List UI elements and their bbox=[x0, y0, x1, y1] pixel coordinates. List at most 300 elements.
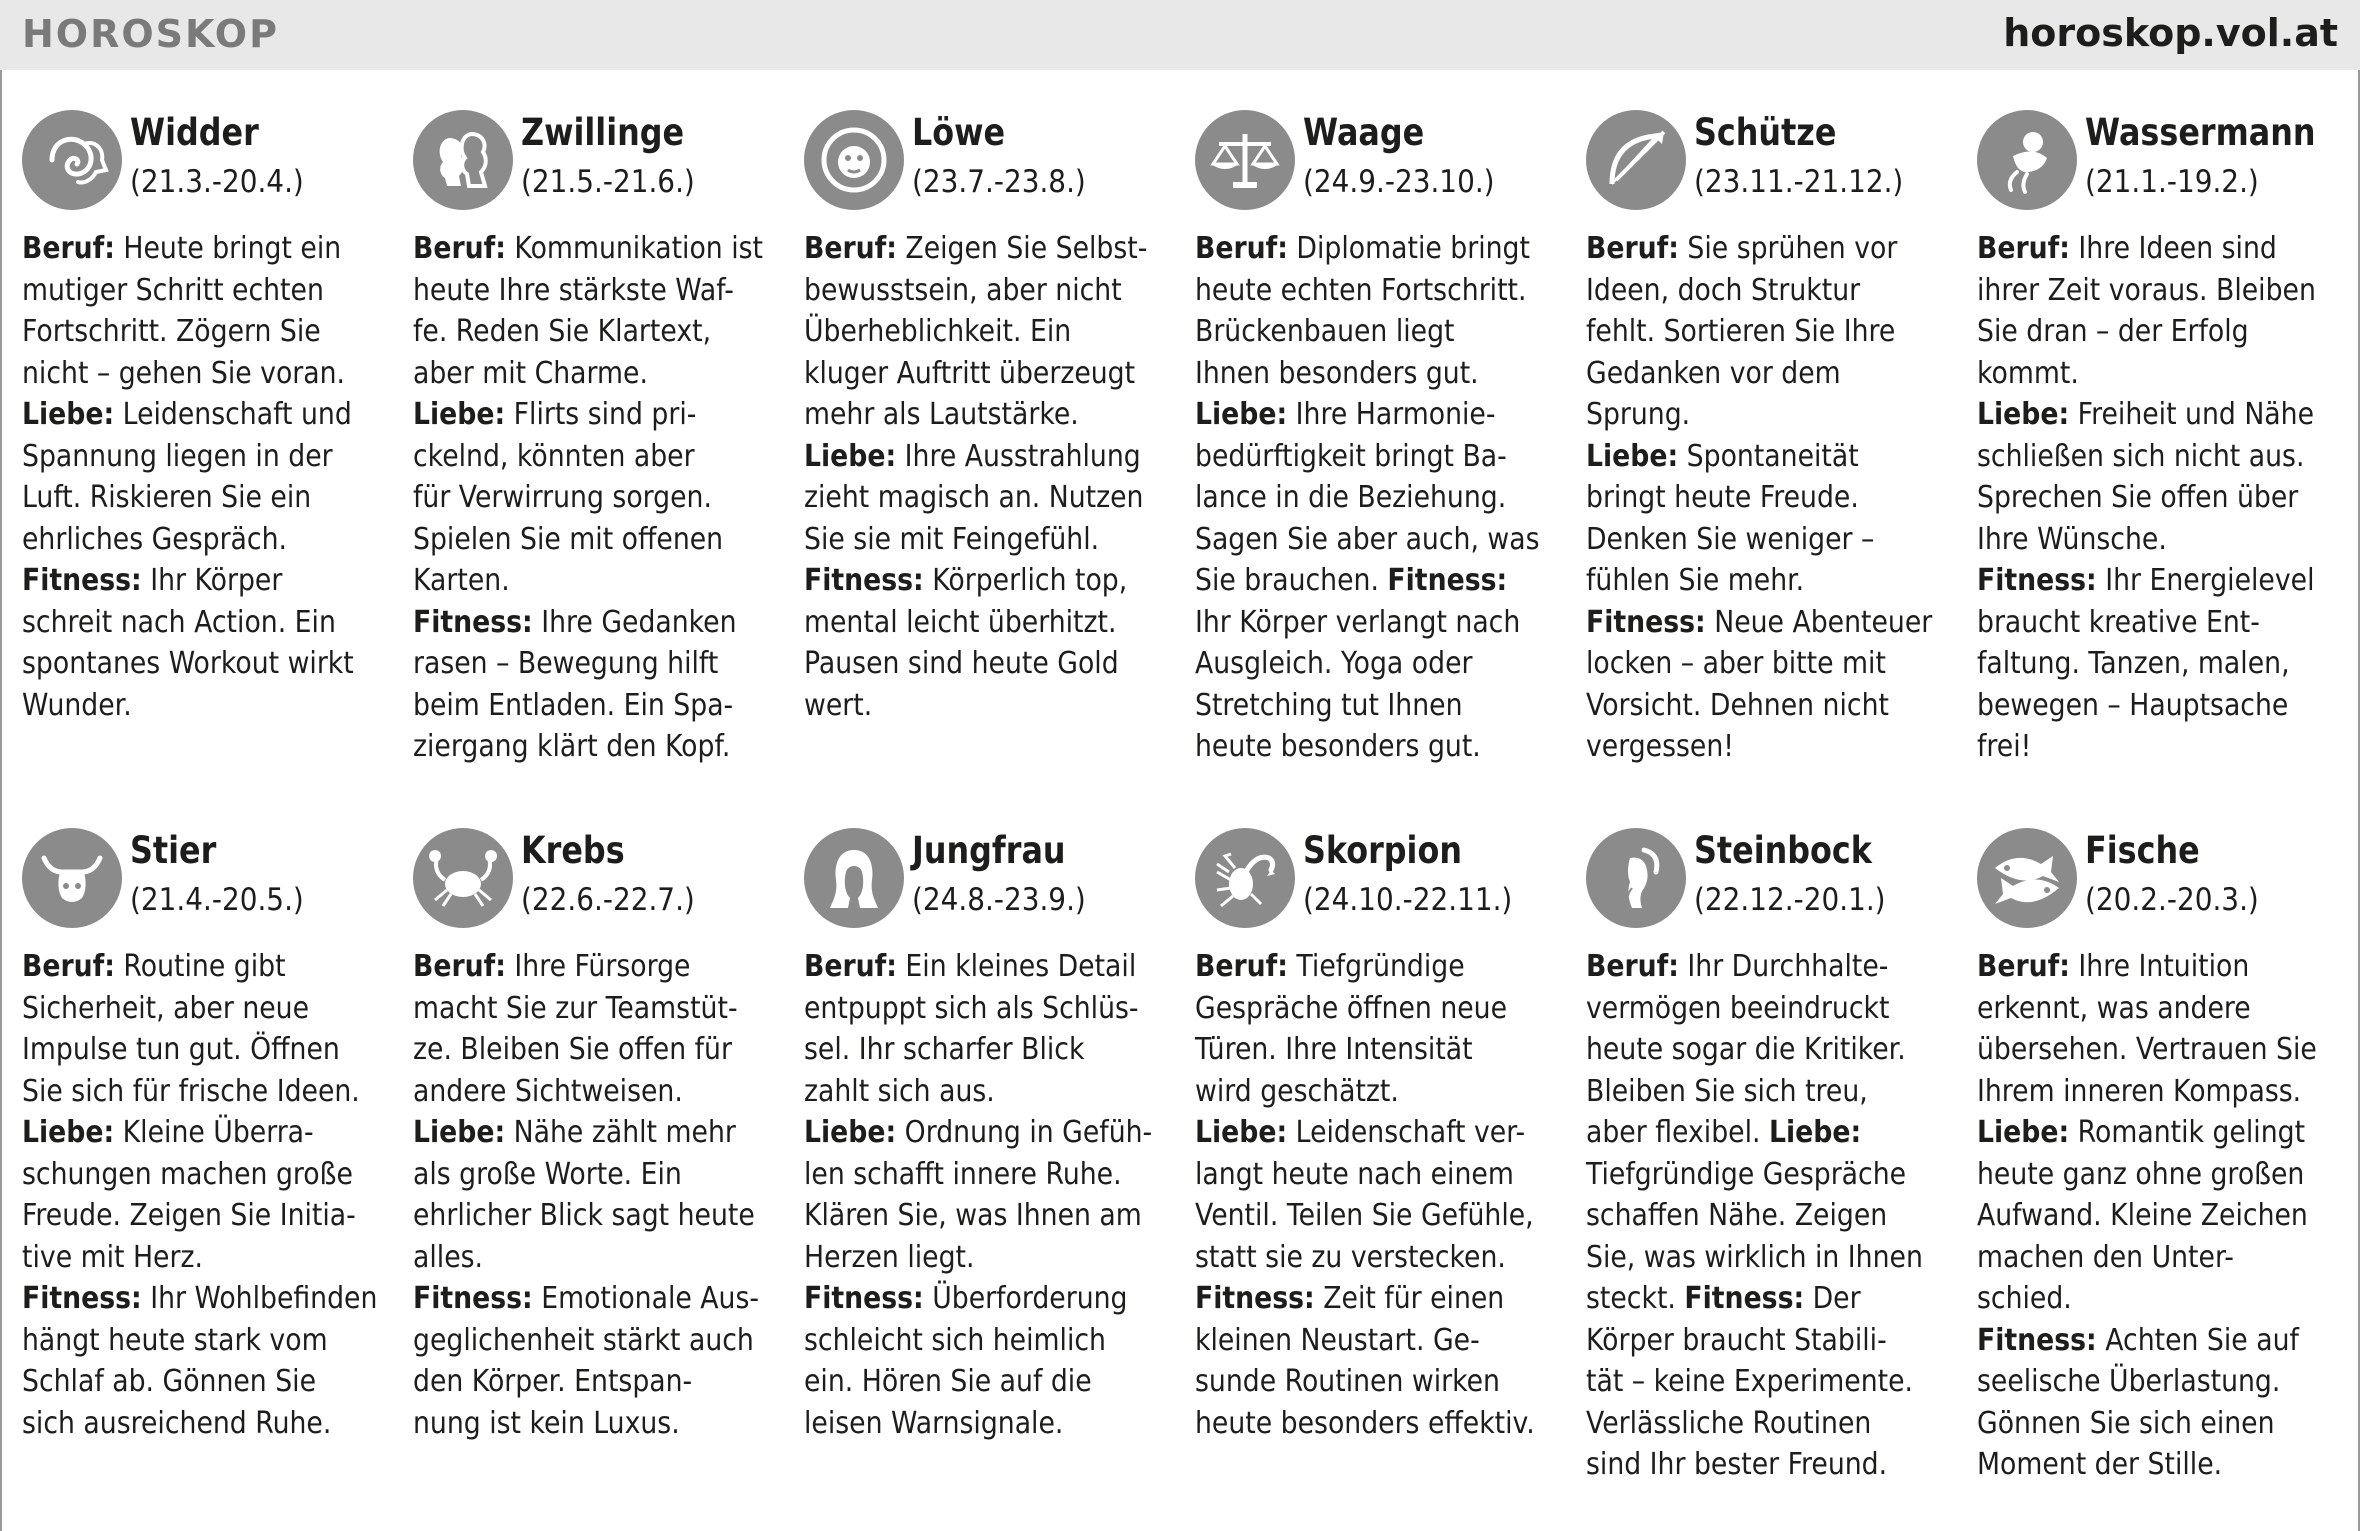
text-line bbox=[1586, 353, 1949, 395]
text-content: für Verwirrung sorgen. bbox=[413, 480, 712, 515]
text-content: ein. Hören Sie auf die bbox=[804, 1364, 1092, 1399]
text-content: Ein kleines Detail bbox=[896, 949, 1137, 984]
section-label: Beruf: bbox=[1195, 949, 1288, 984]
text-line bbox=[1195, 726, 1558, 768]
text-line bbox=[22, 602, 385, 644]
text-content: Der bbox=[1804, 1281, 1861, 1316]
sign-name: Fische bbox=[2085, 829, 2200, 872]
sign-name: Jungfrau bbox=[912, 829, 1066, 872]
text-line bbox=[413, 685, 776, 727]
text-line bbox=[413, 1403, 776, 1445]
sign-name: Löwe bbox=[912, 111, 1006, 154]
horoscope-text bbox=[1586, 228, 1949, 768]
sign-header bbox=[413, 110, 783, 214]
text-content: aber mit Charme. bbox=[413, 355, 648, 391]
text-line bbox=[804, 643, 1167, 685]
text-content: Brückenbauen liegt bbox=[1195, 314, 1455, 349]
text-line bbox=[804, 1195, 1167, 1237]
text-line bbox=[22, 560, 385, 602]
text-line bbox=[1195, 560, 1558, 602]
text-content: Ihr Wohlbefinden bbox=[141, 1281, 378, 1316]
text-content: geglichenheit stärkt auch bbox=[413, 1322, 754, 1358]
text-line bbox=[413, 311, 776, 353]
text-line bbox=[1195, 946, 1558, 988]
text-content: Sie, was wirklich in Ihnen bbox=[1586, 1239, 1923, 1275]
text-content: mental leicht überhitzt. bbox=[804, 604, 1117, 640]
section-label: Liebe: bbox=[1195, 397, 1288, 432]
sign-header bbox=[1977, 828, 2347, 932]
text-content: nicht – gehen Sie voran. bbox=[22, 355, 346, 391]
text-line bbox=[1195, 1403, 1558, 1445]
text-line bbox=[1195, 602, 1558, 644]
section-label: Liebe: bbox=[804, 1115, 897, 1150]
sign-header bbox=[22, 828, 392, 932]
text-content: Sie sich für frische Ideen. bbox=[22, 1073, 360, 1109]
text-content: Herzen liegt. bbox=[804, 1239, 975, 1275]
sign-card-skorpion bbox=[1195, 828, 1565, 1444]
text-line bbox=[22, 353, 385, 395]
text-content: zahlt sich aus. bbox=[804, 1073, 995, 1109]
text-line bbox=[1977, 477, 2340, 519]
text-content: Spannung liegen in der bbox=[22, 438, 333, 474]
section-label: Fitness: bbox=[1977, 563, 2097, 598]
section-label: Fitness: bbox=[1195, 1281, 1315, 1316]
text-content: machen den Unter- bbox=[1977, 1239, 2234, 1275]
text-content: Ihre Ausstrahlung bbox=[896, 438, 1141, 474]
text-content: Ihr Körper bbox=[141, 563, 283, 598]
sign-card-steinbock bbox=[1586, 828, 1956, 1486]
text-line bbox=[1586, 988, 1949, 1030]
text-line bbox=[22, 1237, 385, 1279]
text-line bbox=[1977, 1237, 2340, 1279]
text-line bbox=[1586, 685, 1949, 727]
text-line bbox=[413, 1320, 776, 1362]
scales-icon bbox=[1195, 110, 1295, 210]
lion-icon bbox=[804, 110, 904, 210]
text-line bbox=[1195, 311, 1558, 353]
water-bearer-icon bbox=[1977, 110, 2077, 210]
text-line bbox=[1586, 228, 1949, 270]
text-content: Neue Abenteuer bbox=[1705, 604, 1933, 640]
text-line bbox=[804, 988, 1167, 1030]
text-content: braucht kreative Ent- bbox=[1977, 604, 2260, 640]
sign-name: Skorpion bbox=[1303, 829, 1462, 872]
section-label: Liebe: bbox=[1977, 1115, 2070, 1150]
text-content: sunde Routinen wirken bbox=[1195, 1364, 1500, 1399]
sign-card-zwillinge bbox=[413, 110, 783, 768]
text-line bbox=[1195, 1029, 1558, 1071]
text-content: wert. bbox=[804, 687, 873, 723]
text-content: Flirts sind pri- bbox=[505, 397, 697, 432]
text-line bbox=[804, 1237, 1167, 1279]
text-line bbox=[1586, 560, 1949, 602]
text-line bbox=[22, 394, 385, 436]
text-content: ckelnd, könnten aber bbox=[413, 438, 695, 474]
text-content: frei! bbox=[1977, 729, 2032, 764]
text-content: sich ausreichend Ruhe. bbox=[22, 1405, 332, 1441]
text-line bbox=[1977, 519, 2340, 561]
section-label: Beruf: bbox=[1977, 231, 2070, 266]
sign-card-wassermann bbox=[1977, 110, 2347, 768]
text-content: Ihre Ideen sind bbox=[2069, 231, 2277, 266]
text-content: ihrer Zeit voraus. Bleiben bbox=[1977, 272, 2316, 308]
text-line bbox=[413, 1195, 776, 1237]
text-line bbox=[1195, 1361, 1558, 1403]
text-content: heute ganz ohne großen bbox=[1977, 1156, 2305, 1192]
horoscope-text bbox=[1195, 946, 1558, 1444]
section-label: Liebe: bbox=[22, 1115, 115, 1150]
text-content: Sie sie mit Feingefühl. bbox=[804, 521, 1100, 557]
text-content: Ausgleich. Yoga oder bbox=[1195, 646, 1473, 681]
crab-icon bbox=[413, 828, 513, 928]
text-content: Leidenschaft ver- bbox=[1287, 1115, 1526, 1150]
scorpion-icon bbox=[1195, 828, 1295, 928]
horoscope-text bbox=[22, 946, 385, 1444]
text-content: alles. bbox=[413, 1239, 484, 1275]
text-content: beim Entladen. Ein Spa- bbox=[413, 687, 734, 723]
text-line bbox=[1586, 436, 1949, 478]
text-content: Sie sprühen vor bbox=[1678, 231, 1898, 266]
text-content: Ideen, doch Struktur bbox=[1586, 272, 1861, 308]
sign-dates: (23.11.-21.12.) bbox=[1694, 164, 1904, 200]
text-line bbox=[1586, 270, 1949, 312]
text-line bbox=[1977, 228, 2340, 270]
horoscope-text bbox=[22, 228, 385, 726]
text-content: Sagen Sie aber auch, was bbox=[1195, 521, 1540, 557]
text-line bbox=[22, 946, 385, 988]
text-line bbox=[1977, 1195, 2340, 1237]
text-line bbox=[413, 1278, 776, 1320]
text-line bbox=[413, 519, 776, 561]
text-line bbox=[413, 946, 776, 988]
text-line bbox=[804, 560, 1167, 602]
text-content: Sie brauchen. bbox=[1195, 563, 1388, 598]
sign-header bbox=[1195, 828, 1565, 932]
text-line bbox=[1195, 270, 1558, 312]
section-title: HOROSKOP bbox=[22, 12, 279, 56]
sign-name: Zwillinge bbox=[521, 111, 685, 154]
text-line bbox=[804, 1320, 1167, 1362]
text-line bbox=[413, 228, 776, 270]
text-content: tive mit Herz. bbox=[22, 1239, 203, 1275]
goat-icon bbox=[1586, 828, 1686, 928]
sign-dates: (24.9.-23.10.) bbox=[1303, 164, 1495, 200]
text-content: Routine gibt bbox=[114, 949, 286, 984]
text-line bbox=[1195, 1071, 1558, 1113]
text-line bbox=[22, 1320, 385, 1362]
sign-card-löwe bbox=[804, 110, 1174, 726]
text-line bbox=[804, 477, 1167, 519]
section-label: Fitness: bbox=[804, 1281, 924, 1316]
text-line bbox=[1977, 726, 2340, 768]
text-line bbox=[804, 519, 1167, 561]
section-label: Fitness: bbox=[1684, 1281, 1805, 1316]
text-line bbox=[1586, 1029, 1949, 1071]
text-line bbox=[1586, 726, 1949, 768]
section-label: Fitness: bbox=[413, 1281, 533, 1316]
sign-name: Krebs bbox=[521, 829, 625, 872]
horoscope-text bbox=[1977, 946, 2340, 1486]
section-label: Fitness: bbox=[1387, 563, 1508, 598]
text-line bbox=[22, 1029, 385, 1071]
section-label: Beruf: bbox=[1195, 231, 1288, 266]
section-label: Beruf: bbox=[22, 231, 115, 266]
text-content: Luft. Riskieren Sie ein bbox=[22, 480, 312, 515]
text-content: Ihr Körper verlangt nach bbox=[1195, 604, 1521, 640]
text-line bbox=[22, 477, 385, 519]
sign-name: Wassermann bbox=[2085, 111, 2316, 154]
sign-dates: (24.10.-22.11.) bbox=[1303, 882, 1513, 918]
text-content: bedürftigkeit bringt Ba- bbox=[1195, 438, 1507, 474]
text-content: steckt. bbox=[1586, 1281, 1685, 1316]
sign-name: Waage bbox=[1303, 111, 1425, 154]
text-content: Leidenschaft und bbox=[114, 397, 352, 432]
text-content: zieht magisch an. Nutzen bbox=[804, 480, 1144, 515]
text-line bbox=[413, 602, 776, 644]
text-content: ziergang klärt den Kopf. bbox=[413, 729, 731, 764]
text-content: bewegen – Hauptsache bbox=[1977, 687, 2289, 723]
text-content: len schafft innere Ruhe. bbox=[804, 1156, 1122, 1192]
text-content: Wunder. bbox=[22, 687, 132, 723]
sign-card-widder bbox=[22, 110, 392, 726]
text-line bbox=[1977, 1112, 2340, 1154]
sign-dates: (22.6.-22.7.) bbox=[521, 882, 695, 918]
text-content: Fortschritt. Zögern Sie bbox=[22, 314, 321, 349]
text-content: ehrlicher Blick sagt heute bbox=[413, 1198, 755, 1233]
text-content: Freude. Zeigen Sie Initia- bbox=[22, 1198, 356, 1233]
text-content: Verlässliche Routinen bbox=[1586, 1405, 1872, 1441]
section-label: Liebe: bbox=[1586, 438, 1679, 474]
text-content: Romantik gelingt bbox=[2069, 1115, 2306, 1150]
text-content: heute besonders effektiv. bbox=[1195, 1405, 1535, 1441]
text-content: Spontaneität bbox=[1678, 438, 1859, 474]
sign-header bbox=[1195, 110, 1565, 214]
text-content: bringt heute Freude. bbox=[1586, 480, 1859, 515]
text-content: Gönnen Sie sich einen bbox=[1977, 1405, 2275, 1441]
sign-header bbox=[1586, 828, 1956, 932]
section-label: Fitness: bbox=[1977, 1322, 2097, 1358]
text-line bbox=[1586, 311, 1949, 353]
text-content: Körper braucht Stabili- bbox=[1586, 1322, 1887, 1358]
text-content: Vorsicht. Dehnen nicht bbox=[1586, 687, 1889, 723]
text-line bbox=[1977, 311, 2340, 353]
section-label: Beruf: bbox=[1977, 949, 2070, 984]
section-label: Liebe: bbox=[1195, 1115, 1288, 1150]
text-line bbox=[804, 228, 1167, 270]
text-line bbox=[413, 270, 776, 312]
text-line bbox=[1195, 988, 1558, 1030]
text-line bbox=[1977, 1278, 2340, 1320]
text-content: Ventil. Teilen Sie Gefühle, bbox=[1195, 1198, 1534, 1233]
text-line bbox=[804, 946, 1167, 988]
text-line bbox=[22, 1195, 385, 1237]
text-line bbox=[804, 1029, 1167, 1071]
text-content: heute besonders gut. bbox=[1195, 729, 1481, 764]
archer-icon bbox=[1586, 110, 1686, 210]
text-line bbox=[413, 1361, 776, 1403]
horoscope-text bbox=[1195, 228, 1558, 768]
text-line bbox=[1195, 1278, 1558, 1320]
text-content: schreit nach Action. Ein bbox=[22, 604, 336, 640]
text-content: tät – keine Experimente. bbox=[1586, 1364, 1914, 1399]
text-content: Überheblichkeit. Ein bbox=[804, 314, 1072, 349]
text-line bbox=[22, 1071, 385, 1113]
text-line bbox=[804, 1278, 1167, 1320]
text-content: Ihre Wünsche. bbox=[1977, 521, 2167, 557]
text-content: Kleine Überra- bbox=[114, 1115, 314, 1150]
text-line bbox=[1977, 602, 2340, 644]
text-content: schließen sich nicht aus. bbox=[1977, 438, 2305, 474]
text-content: Ihre Gedanken bbox=[532, 604, 737, 640]
text-line bbox=[1977, 988, 2340, 1030]
text-content: Ihre Intuition bbox=[2069, 949, 2250, 984]
text-line bbox=[1586, 519, 1949, 561]
text-content: Zeit für einen bbox=[1314, 1281, 1505, 1316]
text-line bbox=[1977, 1029, 2340, 1071]
horoscope-text bbox=[413, 946, 776, 1444]
section-label: Beruf: bbox=[413, 949, 506, 984]
text-line bbox=[22, 1278, 385, 1320]
text-content: den Körper. Entspan- bbox=[413, 1364, 693, 1399]
text-content: hängt heute stark vom bbox=[22, 1322, 328, 1358]
text-content: Ihre Fürsorge bbox=[505, 949, 691, 984]
sign-dates: (23.7.-23.8.) bbox=[912, 164, 1086, 200]
text-content: Ihrem inneren Kompass. bbox=[1977, 1073, 2302, 1109]
text-content: schied. bbox=[1977, 1281, 2072, 1316]
text-line bbox=[22, 643, 385, 685]
text-line bbox=[413, 1029, 776, 1071]
section-label: Fitness: bbox=[22, 1281, 142, 1316]
text-content: heute sogar die Kritiker. bbox=[1586, 1032, 1906, 1067]
text-line bbox=[1586, 1403, 1949, 1445]
text-content: Freiheit und Nähe bbox=[2069, 397, 2315, 432]
text-line bbox=[1195, 436, 1558, 478]
text-content: langt heute nach einem bbox=[1195, 1156, 1514, 1192]
bull-icon bbox=[22, 828, 122, 928]
text-line bbox=[1586, 1237, 1949, 1279]
text-line bbox=[804, 270, 1167, 312]
text-content: seelische Überlastung. bbox=[1977, 1364, 2281, 1399]
sign-header bbox=[1977, 110, 2347, 214]
text-line bbox=[804, 353, 1167, 395]
text-content: Gedanken vor dem bbox=[1586, 355, 1841, 391]
text-content: Gespräche öffnen neue bbox=[1195, 990, 1508, 1026]
text-line bbox=[413, 477, 776, 519]
text-line bbox=[1586, 1278, 1949, 1320]
text-content: mutiger Schritt echten bbox=[22, 272, 324, 308]
ram-icon bbox=[22, 110, 122, 210]
text-line bbox=[22, 311, 385, 353]
text-line bbox=[413, 643, 776, 685]
text-content: als große Worte. Ein bbox=[413, 1156, 682, 1192]
sign-dates: (24.8.-23.9.) bbox=[912, 882, 1086, 918]
text-line bbox=[1586, 1444, 1949, 1486]
text-content: sel. Ihr scharfer Blick bbox=[804, 1032, 1085, 1067]
section-label: Beruf: bbox=[1586, 231, 1679, 266]
text-line bbox=[1586, 477, 1949, 519]
text-content: Zeigen Sie Selbst- bbox=[896, 231, 1148, 266]
text-line bbox=[804, 1361, 1167, 1403]
section-label: Beruf: bbox=[804, 231, 897, 266]
sign-dates: (21.3.-20.4.) bbox=[130, 164, 304, 200]
text-line bbox=[413, 353, 776, 395]
text-line bbox=[1195, 1237, 1558, 1279]
sign-card-waage bbox=[1195, 110, 1565, 768]
text-line bbox=[1977, 1361, 2340, 1403]
text-line bbox=[413, 1237, 776, 1279]
text-content: Spielen Sie mit offenen bbox=[413, 521, 724, 557]
sign-header bbox=[413, 828, 783, 932]
text-line bbox=[1586, 1361, 1949, 1403]
text-line bbox=[1195, 394, 1558, 436]
sign-header bbox=[804, 110, 1174, 214]
text-line bbox=[1977, 1403, 2340, 1445]
section-label: Liebe: bbox=[804, 438, 897, 474]
text-line bbox=[22, 685, 385, 727]
sign-dates: (21.1.-19.2.) bbox=[2085, 164, 2259, 200]
text-content: macht Sie zur Teamstüt- bbox=[413, 990, 738, 1026]
text-content: nung ist kein Luxus. bbox=[413, 1405, 680, 1441]
text-content: Ihnen besonders gut. bbox=[1195, 355, 1479, 391]
text-content: Diplomatie bringt bbox=[1287, 231, 1530, 266]
text-content: Ihr Energielevel bbox=[2096, 563, 2315, 598]
text-content: andere Sichtweisen. bbox=[413, 1073, 683, 1109]
text-line bbox=[413, 1154, 776, 1196]
sign-name: Stier bbox=[130, 829, 217, 872]
sign-card-krebs bbox=[413, 828, 783, 1444]
text-line bbox=[1586, 1071, 1949, 1113]
text-content: Moment der Stille. bbox=[1977, 1447, 2223, 1482]
text-line bbox=[1977, 685, 2340, 727]
text-content: kleinen Neustart. Ge- bbox=[1195, 1322, 1480, 1358]
site-url: horoskop.vol.at bbox=[2003, 11, 2338, 55]
section-label: Liebe: bbox=[413, 397, 506, 432]
text-line bbox=[22, 1154, 385, 1196]
sign-name: Schütze bbox=[1694, 111, 1837, 154]
section-label: Beruf: bbox=[804, 949, 897, 984]
sign-dates: (21.5.-21.6.) bbox=[521, 164, 695, 200]
text-content: Sprung. bbox=[1586, 397, 1691, 432]
text-line bbox=[804, 602, 1167, 644]
sign-card-jungfrau bbox=[804, 828, 1174, 1444]
text-content: statt sie zu verstecken. bbox=[1195, 1239, 1506, 1275]
text-line bbox=[804, 1071, 1167, 1113]
text-content: Denken Sie weniger – bbox=[1586, 521, 1875, 557]
text-line bbox=[1195, 1195, 1558, 1237]
text-content: Sicherheit, aber neue bbox=[22, 990, 310, 1026]
text-line bbox=[413, 1071, 776, 1113]
text-content: Pausen sind heute Gold bbox=[804, 646, 1119, 681]
text-content: Sie dran – der Erfolg bbox=[1977, 314, 2249, 349]
text-content: heute Ihre stärkste Waf- bbox=[413, 272, 734, 308]
text-line bbox=[1977, 436, 2340, 478]
text-line bbox=[1977, 1320, 2340, 1362]
section-label: Fitness: bbox=[22, 563, 142, 598]
text-content: Nähe zählt mehr bbox=[505, 1115, 736, 1150]
text-line bbox=[22, 1403, 385, 1445]
text-line bbox=[804, 1403, 1167, 1445]
text-content: mehr als Lautstärke. bbox=[804, 397, 1079, 432]
text-line bbox=[1195, 685, 1558, 727]
text-line bbox=[804, 436, 1167, 478]
horoscope-text bbox=[1586, 946, 1949, 1486]
text-line bbox=[1195, 1154, 1558, 1196]
text-content: rasen – Bewegung hilft bbox=[413, 646, 719, 681]
text-content: Kommunikation ist bbox=[505, 231, 764, 266]
text-content: Sprechen Sie offen über bbox=[1977, 480, 2299, 515]
text-line bbox=[1977, 1071, 2340, 1113]
text-line bbox=[804, 685, 1167, 727]
